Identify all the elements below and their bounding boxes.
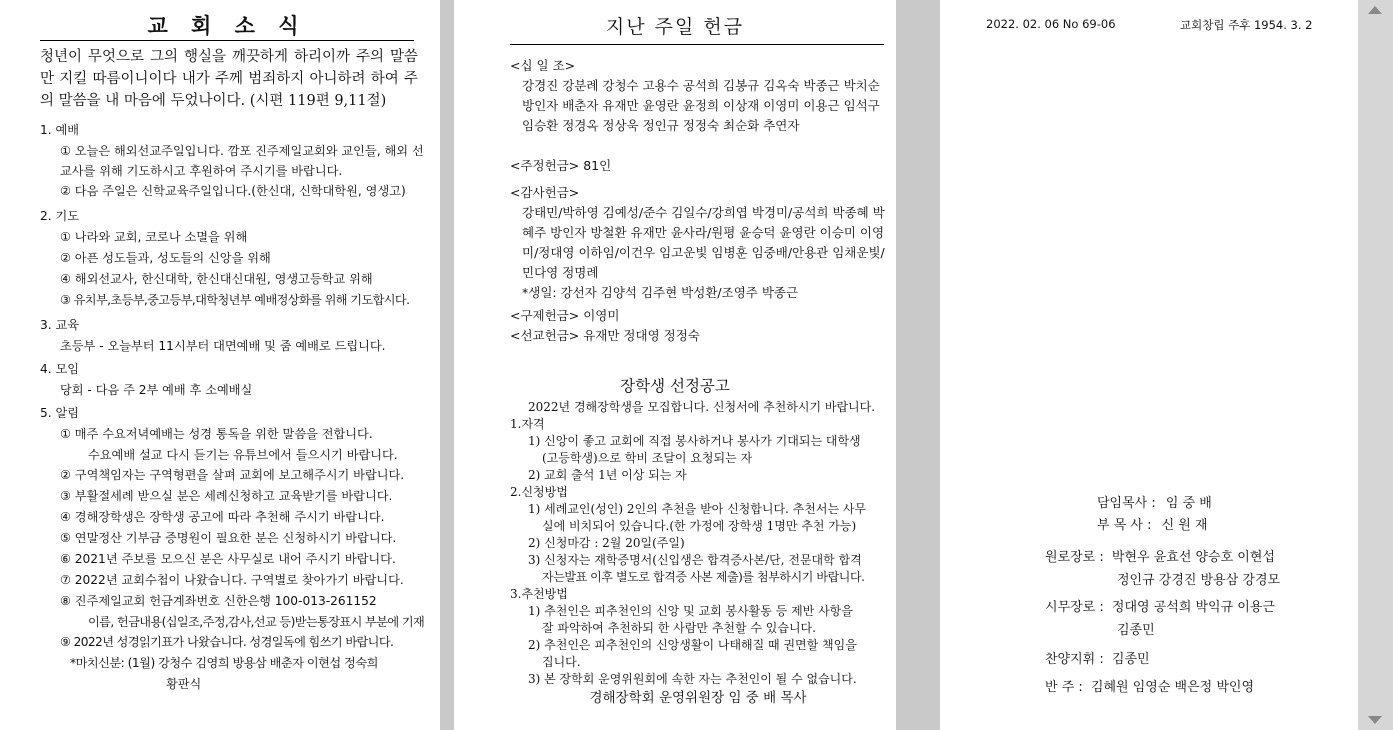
offering-weekly [510,156,885,176]
scholarship-signature: 경해장학회 운영위원장 임 중 배 목사 [589,690,807,706]
offering-thanks [510,183,885,303]
list-item: ② 다음 주일은 신학교육주일입니다.(한신대, 신학대학원, 영생고) [60,184,406,198]
list-item: 초등부 - 오늘부터 11시부터 대면예배 및 줌 예배로 드립니다. [60,339,386,353]
list-item: ① 나라와 교회, 코로나 소멸을 위해 [60,230,248,244]
list-item: ⑤ 연말정산 기부금 증명원이 필요한 분은 신청하시기 바랍니다. [60,531,397,545]
scholarship-line: 1) 세례교인(성인) 2인의 추천을 받아 신청합니다. 추천서는 사무 [528,502,867,516]
list-item: 당회 - 다음 주 2부 예배 후 소예배실 [60,383,253,397]
scholarship-line: 2) 신청마감 : 2월 20일(주일) [528,536,685,550]
founding-date: 교회창립 주후 1954. 3. 2 [1180,18,1313,32]
offering-label: <주정헌금> 81인 [510,158,612,173]
scroll-down-icon[interactable] [1368,716,1382,724]
scholarship-line: 3.추천방법 [510,587,568,601]
list-item: *마치신분: (1월) 강청수 김영희 방용삼 배춘자 이현섭 정숙희 [70,656,378,670]
title-rule [510,44,884,45]
section-heading: 1. 예배 [40,123,80,137]
staff-role: 담임목사 : [1097,496,1156,511]
staff-role: 찬양지휘 : [1045,652,1104,667]
section-heading: 3. 교육 [40,318,80,332]
staff-accompanist [1045,676,1254,695]
section-heading: 2. 기도 [40,209,80,223]
page-title: 지난 주일 헌금 [605,16,745,38]
scholarship-notice [510,399,886,707]
scholarship-line: 2) 교회 출석 1년 이상 되는 자 [528,468,687,482]
scholarship-line: (고등학생)으로 학비 조달이 요청되는 자 [542,451,753,465]
list-item: ① 매주 수요저녁예배는 성경 통독을 위한 말씀을 전합니다. [60,427,373,441]
staff-names: 신 원 재 [1161,518,1208,533]
list-item: ③ 부활절세례 받으실 분은 세례신청하고 교육받기를 바랍니다. [60,489,393,503]
scholarship-line: 자는발표 이후 별도로 합격증 사본 제출)를 첨부하시기 바랍니다. [542,570,865,584]
bible-verse: 청년이 무엇으로 그의 행실을 깨끗하게 하리이까 주의 말씀만 지킬 따름이니이다 내가 주께 범죄하지 아니하려 하여 주의 말씀을 내 마음에 두었나이다. (시편 119편 9,11절) [40,49,418,109]
offering-label: <선교헌금> 유재만 정대영 정정숙 [510,328,700,343]
list-item: ⑧ 진주제일교회 헌금계좌번호 신한은행 100-013-261152 [60,594,377,608]
staff-role: 원로장로 : [1045,550,1104,565]
list-item-continuation: 황판식 [166,677,202,691]
staff-names: 박현우 윤효선 양승호 이현섭 [1111,550,1275,565]
section-heading: 5. 알림 [40,406,80,420]
list-item: ④ 해외선교사, 한신대학, 한신대신대원, 영생고등학교 위해 [60,272,373,286]
offering-relief [510,306,885,346]
title-rule [40,40,414,41]
scholarship-line: 2.신청방법 [510,485,568,499]
list-item-continuation: 이름, 헌금내용(십일조,주정,감사,선교 등)받는통장표시 부분에 기재 [88,615,425,629]
list-item: ③ 유치부,초등부,중고등부,대학청년부 예배정상화를 위해 기도합시다. [60,293,410,307]
scholarship-line: 2) 추천인은 피추천인의 신앙생활이 나태해질 때 권면할 책임을 [528,638,857,652]
list-item: ② 구역책임자는 구역형편을 살펴 교회에 보고해주시기 바랍니다. [60,468,405,482]
staff-names: 김종민 [1111,652,1150,667]
offering-label: <십 일 조> [510,58,576,73]
list-item: ② 아픈 성도들과, 성도들의 신앙을 위해 [60,251,271,265]
scroll-up-icon[interactable] [1368,6,1382,14]
section-notice [40,403,430,694]
vertical-scrollbar[interactable] [1358,0,1393,730]
page-title: 교 회 소 식 [147,13,307,38]
scholarship-title: 장학생 선정공고 [620,377,730,395]
scholarship-line: 1) 추천인은 피추천인의 신앙 및 교회 봉사활동 등 제반 사항을 [528,604,853,618]
offering-names: 강태민/박하영 김예성/준수 김일수/강희엽 박경미/공석희 박종혜 박혜주 방인자 방철환 유재만 윤사라/원평 윤승덕 윤영란 이승미 이영미/정대영 이하임/이건우 임고운빛 임병훈 임중배/안용관 임채운빛/민다영 정명례 [522,205,885,280]
birthday-names: *생일: 강선자 김양석 김주현 박성환/조영주 박종근 [522,285,799,300]
scholarship-line: 집니다. [542,655,581,669]
list-item: ④ 경해장학생은 장학생 공고에 따라 추천해 주시기 바랍니다. [60,510,385,524]
staff-names: 김종민 [1117,623,1155,638]
scholarship-line: 1) 신앙이 좋고 교회에 직접 봉사하거나 봉사가 기대되는 대학생 [528,434,861,448]
list-item-continuation: 수요예배 설교 다시 듣기는 유튜브에서 들으시기 바랍니다. [88,448,398,462]
staff-names: 김혜원 임영순 백은정 박인영 [1090,680,1254,695]
offering-tithe [510,56,885,136]
bulletin-number: 2022. 02. 06 No 69-06 [986,17,1116,31]
list-item: ⑦ 2022년 교회수첩이 나왔습니다. 구역별로 찾아가기 바랍니다. [60,573,404,587]
scholarship-line: 실에 비치되어 있습니다.(한 가정에 장학생 1명만 추천 가능) [542,519,857,533]
staff-senior-pastor [1097,492,1212,511]
staff-choir-conductor [1045,648,1150,667]
list-item: ⑥ 2021년 주보를 모으신 분은 사무실로 내어 주시기 바랍니다. [60,552,396,566]
scholarship-line: 잘 파악하여 추천하되 한 사람만 추천할 수 있습니다. [542,621,816,635]
scholarship-line: 1.자격 [510,417,545,431]
section-education [40,315,430,356]
offering-label: <구제헌금> 이영미 [510,308,620,323]
staff-role: 부 목 사 : [1097,518,1152,533]
section-prayer [40,206,430,311]
offering-names: 강경진 강분례 강청수 고용수 공석희 김봉규 김옥숙 박종근 박치순 방인자 배춘자 유재만 윤영란 윤정희 이상재 이영미 이용근 임석구 임승환 정경옥 정상욱 정인규 정정숙 최순화 추연자 [522,78,880,133]
staff-names: 정인규 강경진 방용삼 강경모 [1117,573,1281,588]
staff-role: 반 주 : [1045,680,1083,695]
staff-elder-emeritus [1045,546,1280,588]
staff-names: 임 중 배 [1165,496,1212,511]
section-worship [40,120,430,202]
staff-active-elder [1045,596,1275,638]
page-gap [896,0,940,730]
scholarship-line: 3) 신청자는 재학증명서(신입생은 합격증사본/단, 전문대학 합격 [528,553,862,567]
list-item: ① 오늘은 해외선교주일입니다. 깜포 진주제일교회와 교인들, 해외 선교사를 위해 기도하시고 후원하여 주시기를 바랍니다. [60,144,424,178]
staff-associate-pastor [1097,514,1208,533]
page-gap [440,0,454,730]
staff-role: 시무장로 : [1045,600,1104,615]
scholarship-line: 3) 본 장학회 운영위원회에 속한 자는 추천인이 될 수 없습니다. [528,672,857,686]
section-meeting [40,359,430,400]
section-heading: 4. 모임 [40,362,80,376]
staff-names: 정대영 공석희 박익규 이용근 [1111,600,1275,615]
offering-label: <감사헌금> [510,185,580,200]
list-item: ⑨ 2022년 성경읽기표가 나왔습니다. 성경일독에 힘쓰기 바랍니다. [60,635,394,649]
scholarship-intro: 2022년 경해장학생을 모집합니다. 신청서에 추천하시기 바랍니다. [528,400,876,414]
